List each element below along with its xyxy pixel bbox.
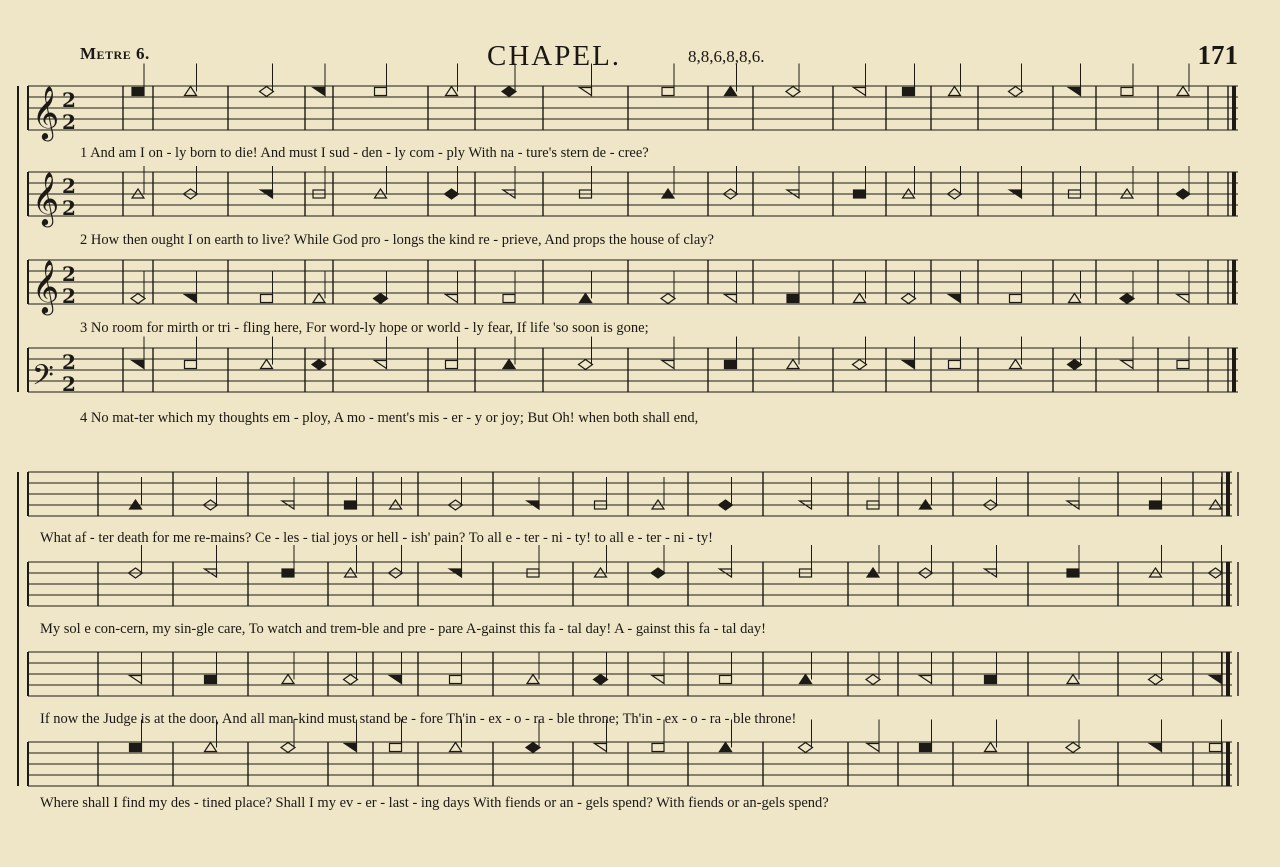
treble-clef-icon: 𝄞 <box>32 259 60 313</box>
time-signature: 2 <box>62 262 76 286</box>
time-signature: 2 <box>62 350 76 374</box>
note-head <box>1149 675 1163 685</box>
note-head <box>652 676 664 684</box>
note-head <box>1068 360 1082 370</box>
note-head <box>1150 744 1162 752</box>
note-head <box>526 743 540 753</box>
note-head <box>662 88 674 96</box>
note-head <box>662 361 674 369</box>
note-head <box>725 295 737 303</box>
note-head <box>344 675 358 685</box>
time-signature: 2 <box>62 284 76 308</box>
note-head <box>1009 87 1023 97</box>
note-head <box>446 295 458 303</box>
note-head <box>985 743 997 752</box>
note-head <box>1069 294 1081 303</box>
hymn-title: CHAPEL. <box>487 40 622 72</box>
note-head <box>652 744 664 752</box>
note-head <box>1121 88 1133 96</box>
note-head <box>902 294 916 304</box>
lyric-line: 2 How then ought I on earth to live? While God pro - longs the kind re - prieve, And props the house of clay? <box>80 232 714 248</box>
note-head <box>260 87 274 97</box>
lyric-line: My sol e con-cern, my sin-gle care, To watch and trem-ble and pre - pare A-gainst this fa - tal day! A - gainst this fa - tal day! <box>40 621 766 637</box>
note-head <box>313 88 325 96</box>
note-head <box>502 87 516 97</box>
lyric-line: If now the Judge is at the door, And all man-kind must stand be - fore Th'in - ex - o - ra - ble throne; Th'in - ex - o - ra - ble throne! <box>40 711 797 727</box>
note-head <box>261 295 273 303</box>
note-head <box>282 675 294 684</box>
note-head <box>375 88 387 96</box>
note-head <box>949 361 961 369</box>
note-head <box>595 744 607 752</box>
note-head <box>854 88 866 96</box>
note-head <box>503 360 515 369</box>
treble-clef-icon: 𝄞 <box>32 85 60 139</box>
note-head <box>185 361 197 369</box>
note-head <box>527 675 539 684</box>
time-signature: 2 <box>62 174 76 198</box>
note-head <box>374 294 388 304</box>
note-head <box>450 743 462 752</box>
lyric-line: What af - ter death for me re-mains? Ce - les - tial joys or hell - ish' pain? To all e - ter - ni - ty! to all e - ter - ni - ty! <box>40 530 713 546</box>
note-head <box>205 743 217 752</box>
note-head <box>579 360 593 370</box>
time-signature: 2 <box>62 196 76 220</box>
note-head <box>920 676 932 684</box>
note-head <box>1210 744 1222 752</box>
note-head <box>282 569 294 577</box>
note-head <box>450 676 462 684</box>
note-head <box>787 360 799 369</box>
metre-label: Metre 6. <box>80 44 150 63</box>
note-head <box>725 361 737 369</box>
note-head <box>799 743 813 753</box>
note-head <box>375 361 387 369</box>
note-head <box>594 675 608 685</box>
note-head <box>261 360 273 369</box>
bass-clef-icon: 𝄢 <box>32 359 54 399</box>
note-head <box>1010 295 1022 303</box>
note-head <box>1069 88 1081 96</box>
note-head <box>580 88 592 96</box>
note-head <box>903 88 915 96</box>
note-head <box>1121 361 1133 369</box>
note-head <box>390 744 402 752</box>
treble-clef-icon: 𝄞 <box>32 171 60 225</box>
note-head <box>345 744 357 752</box>
note-head <box>720 743 732 752</box>
note-head <box>661 294 675 304</box>
note-head <box>949 87 961 96</box>
note-head <box>205 676 217 684</box>
note-head <box>854 190 866 198</box>
time-signature: 2 <box>62 372 76 396</box>
note-head <box>1177 361 1189 369</box>
lyric-line: 4 No mat-ter which my thoughts em - ploy, A mo - ment's mis - er - y or joy; But Oh! when both shall end, <box>80 410 699 426</box>
note-head <box>867 744 879 752</box>
note-head <box>651 568 665 578</box>
note-head <box>446 361 458 369</box>
note-head <box>800 675 812 684</box>
note-head <box>1067 675 1079 684</box>
note-head <box>1177 295 1189 303</box>
note-head <box>949 295 961 303</box>
note-head <box>1067 569 1079 577</box>
page-number: 171 <box>1197 40 1238 70</box>
note-head <box>446 87 458 96</box>
note-head <box>185 87 197 96</box>
note-head <box>903 361 915 369</box>
lyric-line: 3 No room for mirth or tri - fling here, For word-ly hope or world - ly fear, If life 'so soon is gone; <box>80 320 649 336</box>
note-head <box>345 501 357 509</box>
note-head <box>445 189 459 199</box>
note-head <box>1177 87 1189 96</box>
note-head <box>787 295 799 303</box>
note-head <box>132 361 144 369</box>
metre-numbers: 8,8,6,8,8,6. <box>688 47 765 66</box>
note-head <box>725 87 737 96</box>
note-head <box>312 360 326 370</box>
note-head <box>130 676 142 684</box>
note-head <box>503 295 515 303</box>
note-head <box>131 294 145 304</box>
note-head <box>853 360 867 370</box>
note-head <box>1120 294 1134 304</box>
note-head <box>185 295 197 303</box>
note-head <box>1010 360 1022 369</box>
note-head <box>313 294 325 303</box>
note-head <box>1150 501 1162 509</box>
note-head <box>854 294 866 303</box>
note-head <box>130 744 142 752</box>
note-head <box>132 88 144 96</box>
note-head <box>719 500 733 510</box>
note-head <box>390 676 402 684</box>
note-head <box>1176 189 1190 199</box>
note-head <box>866 675 880 685</box>
note-head <box>920 744 932 752</box>
note-head <box>281 743 295 753</box>
note-head <box>1210 676 1222 684</box>
note-head <box>786 87 800 97</box>
note-head <box>720 676 732 684</box>
note-head <box>580 294 592 303</box>
time-signature: 2 <box>62 88 76 112</box>
note-head <box>985 676 997 684</box>
time-signature: 2 <box>62 110 76 134</box>
lyric-line: 1 And am I on - ly born to die! And must I sud - den - ly com - ply With na - ture's stern de - cree? <box>80 145 649 161</box>
lyric-line: Where shall I find my des - tined place? Shall I my ev - er - last - ing days With fiends or an - gels spend? With fiends or an-gels spend? <box>40 795 829 811</box>
note-head <box>1066 743 1080 753</box>
